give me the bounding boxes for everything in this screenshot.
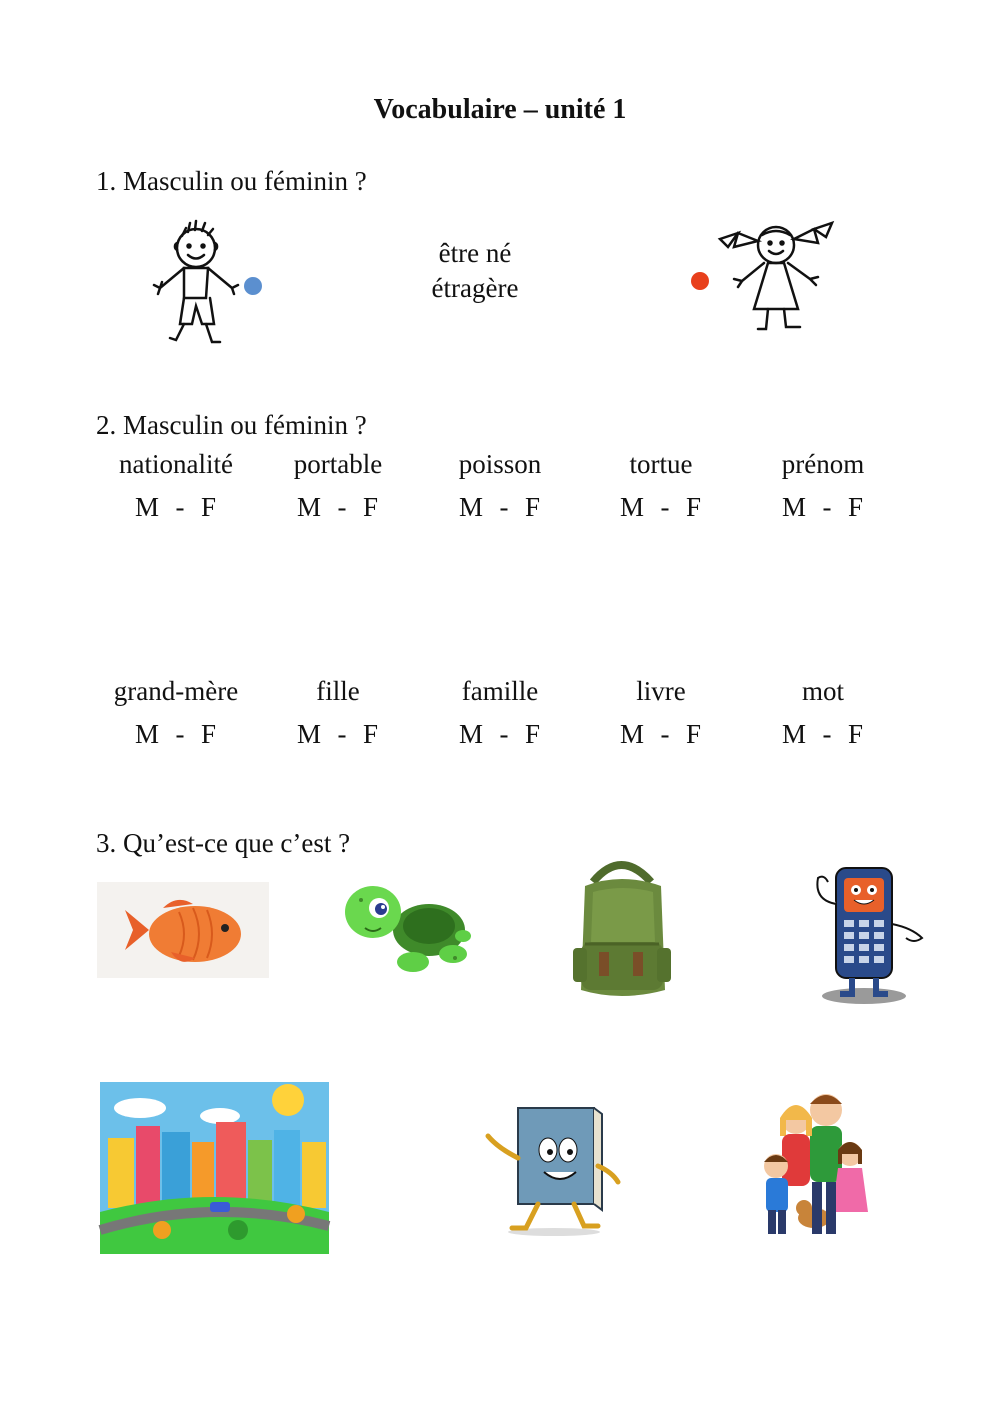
word-portable: portable — [293, 449, 383, 479]
section2-heading: 2. Masculin ou féminin ? — [96, 410, 367, 440]
boy-icon — [148, 222, 238, 352]
choice-m-f[interactable]: M - F — [134, 492, 217, 522]
section3-heading: 3. Qu’est-ce que c’est ? — [96, 828, 351, 858]
choice-m-f[interactable]: M - F — [296, 492, 379, 522]
book-icon — [478, 1102, 622, 1238]
turtle-icon — [343, 876, 473, 980]
word-mot: mot — [801, 676, 844, 706]
red-dot — [691, 272, 709, 290]
choice-m-f[interactable]: M - F — [619, 719, 702, 749]
choice-m-f[interactable]: M - F — [781, 492, 864, 522]
word-fille: fille — [316, 676, 360, 706]
word-tortue: tortue — [629, 449, 693, 479]
word-grand-mere: grand-mère — [113, 676, 239, 706]
page-title: Vocabulaire – unité 1 — [373, 94, 627, 125]
choice-m-f[interactable]: M - F — [458, 492, 541, 522]
word-poisson: poisson — [458, 449, 542, 479]
section1-heading: 1. Masculin ou féminin ? — [96, 166, 367, 196]
choice-m-f[interactable]: M - F — [619, 492, 702, 522]
choice-m-f[interactable]: M - F — [134, 719, 217, 749]
choice-m-f[interactable]: M - F — [781, 719, 864, 749]
word-famille: famille — [461, 676, 539, 706]
backpack-icon — [563, 852, 681, 998]
mobile-phone-icon — [800, 864, 924, 1008]
city-icon — [100, 1082, 329, 1254]
word-nationalite: nationalité — [119, 449, 233, 479]
center-text-line1: être né — [438, 238, 512, 268]
fish-icon — [97, 882, 269, 978]
girl-icon — [710, 215, 845, 340]
blue-dot — [244, 277, 262, 295]
word-prenom: prénom — [781, 449, 865, 479]
center-text-line2: étragère — [431, 273, 519, 303]
family-icon — [748, 1088, 886, 1242]
choice-m-f[interactable]: M - F — [296, 719, 379, 749]
word-livre: livre — [636, 676, 686, 706]
choice-m-f[interactable]: M - F — [458, 719, 541, 749]
